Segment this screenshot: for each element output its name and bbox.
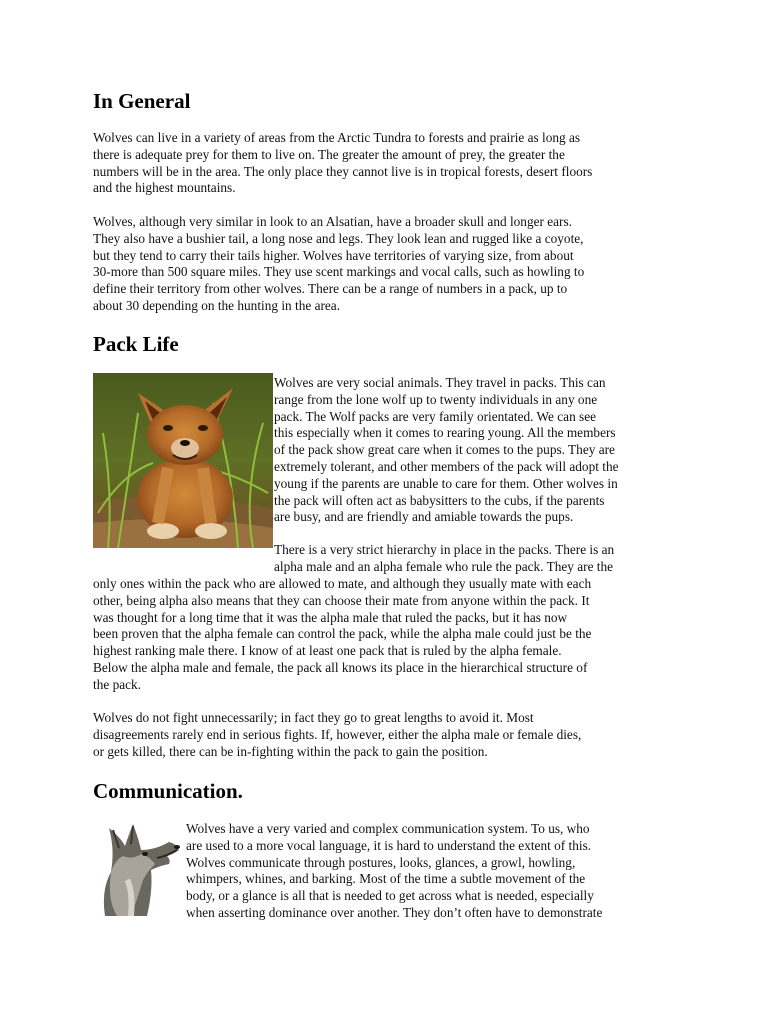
heading-in-general: In General	[93, 89, 191, 113]
text-line: Wolves can live in a variety of areas from the Arctic Tundra to forests and prairie as long as	[93, 130, 581, 145]
text-line: the pack will often act as babysitters to the cubs, if the parents	[274, 492, 605, 508]
text-line: range from the lone wolf up to twenty individuals in any one	[274, 391, 598, 407]
text-line: Wolves communicate through postures, looks, glances, a growl, howling,	[186, 854, 576, 870]
paragraph-communication	[186, 821, 602, 922]
text-line: extremely tolerant, and other members of the pack will adopt the	[274, 458, 619, 474]
text-line: was thought for a long time that it was the alpha male that ruled the packs, but it has now	[93, 609, 568, 625]
text-line: but they tend to carry their tails higher. Wolves have territories of varying size, from about	[93, 247, 574, 263]
text-line: define their territory from other wolves. There can be a range of numbers in a pack, up to	[93, 281, 568, 297]
text-line: and the highest mountains.	[93, 180, 236, 196]
text-line: this especially when it comes to rearing young. All the members	[274, 425, 616, 441]
text-line: highest ranking male there. I know of at least one pack that is ruled by the alpha female.	[93, 643, 562, 659]
text-line: Below the alpha male and female, the pack all knows its place in the hierarchical structure of	[93, 659, 588, 675]
text-line: about 30 depending on the hunting in the area.	[93, 297, 341, 313]
text-line: Wolves do not fight unnecessarily; in fact they go to great lengths to avoid it. Most	[93, 710, 534, 725]
heading-communication: Communication.	[93, 779, 243, 803]
text-line: pack. The Wolf packs are very family orientated. We can see	[274, 408, 597, 424]
howling-wolf-image	[97, 820, 181, 916]
text-line: when asserting dominance over another. They don’t often have to demonstrate	[186, 904, 603, 920]
text-line: the pack.	[93, 676, 141, 692]
text-line: are used to a more vocal language, it is hard to understand the extent of this.	[186, 837, 592, 853]
text-line: numbers will be in the area. The only place they cannot live is in tropical forests, desert floors	[93, 163, 593, 179]
paragraph-appearance	[93, 214, 584, 315]
paragraph-social-animals	[274, 375, 619, 526]
wolf-pup-photo	[93, 373, 273, 548]
paragraph-hierarchy	[93, 576, 591, 694]
text-line: There is a very strict hierarchy in place in the packs. There is an	[274, 542, 615, 557]
text-line: 30-more than 500 square miles. They use scent markings and vocal calls, such as howling to	[93, 264, 585, 280]
heading-pack-life: Pack Life	[93, 332, 179, 356]
paragraph-habitat	[93, 130, 592, 197]
text-line: Wolves have a very varied and complex communication system. To us, who	[186, 821, 590, 836]
text-line: disagreements rarely end in serious fights. If, however, either the alpha male or female dies,	[93, 726, 582, 742]
text-line: only ones within the pack who are allowed to mate, and although they usually mate with each	[93, 576, 592, 591]
text-line: been proven that the alpha female can control the pack, while the alpha male could just be the	[93, 626, 592, 642]
text-line: They also have a bushier tail, a long nose and legs. They look lean and rugged like a coyote,	[93, 230, 584, 246]
paragraph-fighting	[93, 710, 581, 760]
text-line: young if the parents are unable to care for them. Other wolves in	[274, 475, 618, 491]
text-line: body, or a glance is all that is needed to get across what is needed, especially	[186, 888, 594, 904]
text-line: alpha male and an alpha female who rule the pack. They are the	[274, 558, 614, 574]
text-line: Wolves are very social animals. They travel in packs. This can	[274, 375, 606, 390]
text-line: or gets killed, there can be in-fighting within the pack to gain the position.	[93, 743, 488, 759]
text-line: of the pack show great care when it comes to the pups. They are	[274, 442, 615, 458]
text-line: are busy, and are friendly and amiable towards the pups.	[274, 509, 574, 525]
text-line: other, being alpha also means that they can choose their mate from anyone within the pack. It	[93, 592, 590, 608]
paragraph-hierarchy-wrapped	[274, 542, 614, 576]
text-line: there is adequate prey for them to live on. The greater the amount of prey, the greater the	[93, 146, 565, 162]
text-line: whimpers, whines, and barking. Most of the time a subtle movement of the	[186, 871, 586, 887]
text-line: Wolves, although very similar in look to an Alsatian, have a broader skull and longer ears.	[93, 214, 572, 229]
